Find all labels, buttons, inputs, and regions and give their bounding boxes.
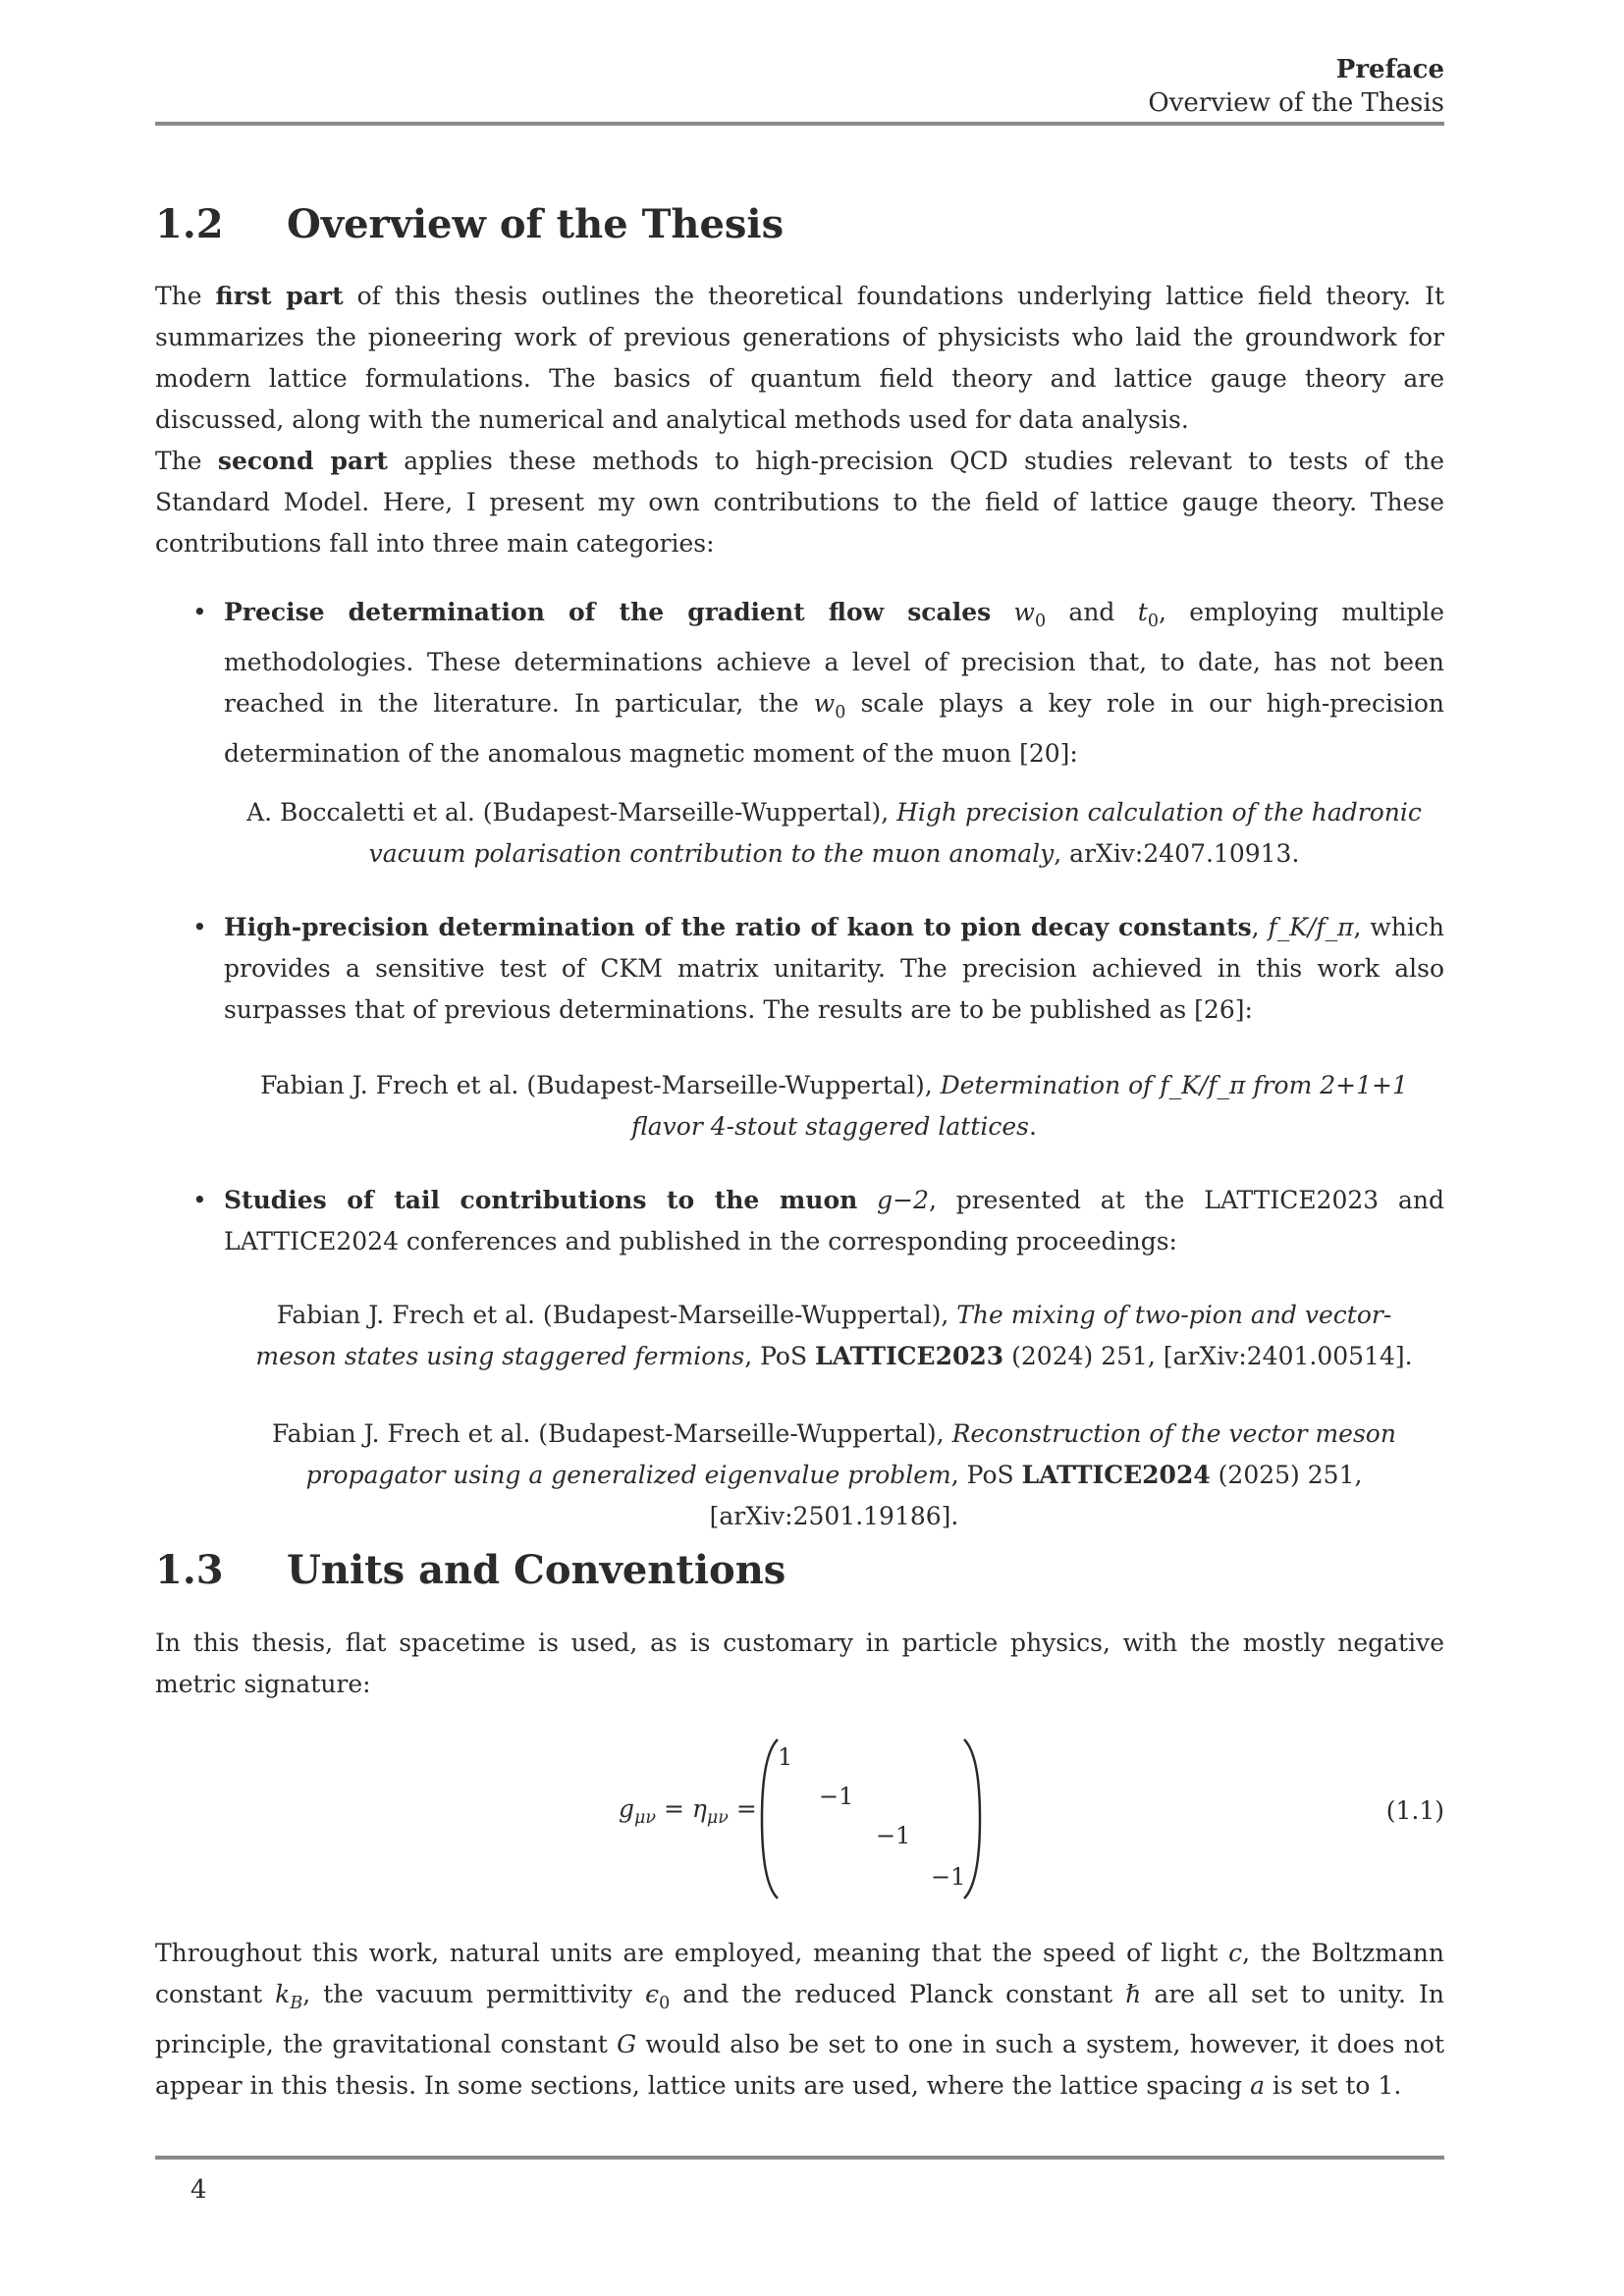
matrix-entry: −1 (819, 1783, 854, 1810)
page-number: 4 (190, 2175, 207, 2205)
running-head (1148, 53, 1444, 120)
footer-rule (155, 2156, 1444, 2160)
bullet-icon: • (192, 1186, 207, 1214)
list-item: • Precise determination of the gradient flow scales $w_0$ and $t_0$, employing multiple methodologies. These determinations achieve a level of precision that, to date, has not been reached in the literature. In particular, the $w_0$ scale plays a key role in our high-precision determination of the anomalous magnetic moment of the muon [20]: (155, 592, 1444, 774)
running-head-part: Preface (1335, 55, 1444, 84)
bullet-icon: • (192, 913, 207, 941)
list-item: • Studies of tail contributions to the muon g−2, presented at the LATTICE2023 and LATTICE2024 conferences and published in the corresponding proceedings: (155, 1180, 1444, 1262)
section-heading-1-2 (155, 201, 784, 248)
reference-citation: A. Boccaletti et al. (Budapest-Marseille-Wuppertal), High precision calculation of the hadronic vacuum polarisation contribution to the muon anomaly, arXiv:2407.10913. (246, 798, 1422, 868)
reference-citation: Fabian J. Frech et al. (Budapest-Marseille-Wuppertal), The mixing of two-pion and vector-meson states using staggered fermions, PoS LATTICE2023 (2024) 251, [arXiv:2401.00514]. (255, 1301, 1413, 1370)
reference-citation: Fabian J. Frech et al. (Budapest-Marseille-Wuppertal), Determination of f_K/f_π from 2+1+1 flavor 4-stout staggered lattices. (260, 1071, 1408, 1141)
section-heading-1-3 (155, 1547, 785, 1594)
equation-number: (1.1) (1385, 1796, 1444, 1825)
bold-second-part: second part (217, 447, 388, 475)
matrix-entry: 1 (778, 1743, 793, 1771)
list-item: • High-precision determination of the ratio of kaon to pion decay constants, f_K/f_π, which provides a sensitive test of CKM matrix unitarity. The precision achieved in this work also surpasses that of previous determinations. The results are to be published as [26]: (155, 907, 1444, 1031)
right-paren-icon (960, 1735, 984, 1902)
section-number: 1.3 (155, 1547, 224, 1593)
paragraph-natural-units: Throughout this work, natural units are employed, meaning that the speed of light c, the Boltzmann constant $k_B$, the vacuum permittivity $\epsilon_0$ and the reduced Planck constant ℏ are all set to unity. In principle, the gravitational constant G would also be set to one in such a system, however, it does not appear in this thesis. In some sections, lattice units are used, where the lattice spacing a is set to 1. (155, 1939, 1445, 2100)
paragraph-first-part: The first part of this thesis outlines the theoretical foundations underlying lattice field theory. It summarizes the pioneering work of previous generations of physicists who laid the groundwork for modern lattice formulations. The basics of quantum field theory and lattice gauge theory are discussed, along with the numerical and analytical methods used for data analysis. (155, 282, 1444, 434)
equation-lhs: $g_{\mu\nu} = \eta_{\mu\nu}$ = (619, 1794, 757, 1828)
section-title: Overview of the Thesis (287, 201, 785, 247)
equation-metric (155, 1735, 1444, 1902)
bullet-icon: • (192, 598, 207, 626)
section-number: 1.2 (155, 201, 224, 247)
header-rule (155, 122, 1444, 126)
matrix-entry: −1 (931, 1863, 966, 1891)
matrix-entry: −1 (876, 1822, 911, 1849)
bold-first-part: first part (215, 282, 344, 310)
running-head-section: Overview of the Thesis (1148, 88, 1444, 118)
paragraph-second-part: The second part applies these methods to high-precision QCD studies relevant to tests of the Standard Model. Here, I present my own contributions to the field of lattice gauge theory. These contributions fall into three main categories: (155, 447, 1444, 558)
reference-citation: Fabian J. Frech et al. (Budapest-Marseille-Wuppertal), Reconstruction of the vector meson propagator using a generalized eigenvalue problem, PoS LATTICE2024 (2025) 251, [arXiv:2501.19186]. (272, 1419, 1396, 1530)
paragraph-metric: In this thesis, flat spacetime is used, as is customary in particle physics, with the mostly negative metric signature: (155, 1629, 1444, 1698)
section-title: Units and Conventions (287, 1547, 786, 1593)
